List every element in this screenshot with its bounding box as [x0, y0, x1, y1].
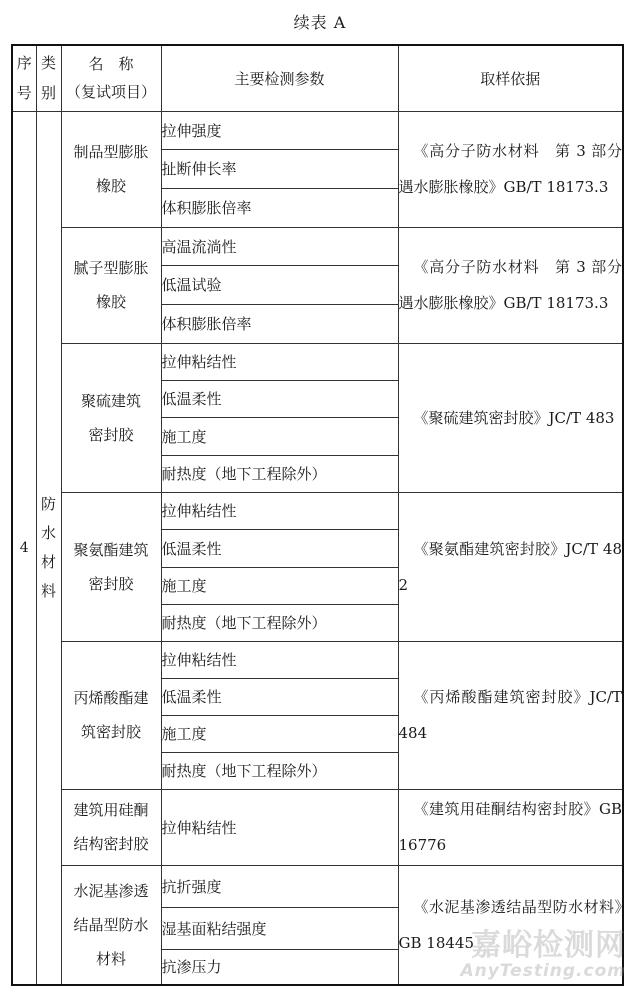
param-cell: 体积膨胀倍率: [161, 304, 398, 343]
item-name-cell: 聚硫建筑 密封胶: [61, 343, 161, 492]
param-cell: 施工度: [161, 715, 398, 752]
sampling-basis-cell: 《丙烯酸酯建筑密封胶》JC/T 484: [398, 641, 623, 789]
param-cell: 扯断伸长率: [161, 149, 398, 188]
header-sampling-basis: 取样依据: [398, 45, 623, 111]
param-cell: 湿基面粘结强度: [161, 907, 398, 949]
category-cell: 防 水 材 料: [36, 111, 61, 985]
param-cell: 低温柔性: [161, 678, 398, 715]
param-cell: 拉伸粘结性: [161, 641, 398, 678]
table-row: [12, 492, 623, 529]
table-row: [12, 227, 623, 265]
header-category: 类 别: [36, 45, 61, 111]
param-cell: 抗渗压力: [161, 949, 398, 985]
item-name-cell: 腻子型膨胀 橡胶: [61, 227, 161, 343]
param-cell: 拉伸粘结性: [161, 789, 398, 865]
param-cell: 施工度: [161, 567, 398, 604]
sampling-basis-cell: 《高分子防水材料 第 3 部分 遇水膨胀橡胶》GB/T 18173.3: [398, 227, 623, 343]
table-row: [12, 789, 623, 865]
param-cell: 耐热度（地下工程除外）: [161, 455, 398, 492]
param-cell: 施工度: [161, 417, 398, 455]
param-cell: 低温柔性: [161, 380, 398, 417]
param-cell: 拉伸粘结性: [161, 492, 398, 529]
header-serial-number: 序 号: [12, 45, 36, 111]
table-row: [12, 865, 623, 907]
param-cell: 低温柔性: [161, 529, 398, 567]
item-name-cell: 丙烯酸酯建 筑密封胶: [61, 641, 161, 789]
param-cell: 体积膨胀倍率: [161, 188, 398, 227]
param-cell: 耐热度（地下工程除外）: [161, 604, 398, 641]
param-cell: 高温流淌性: [161, 227, 398, 265]
watermark-cn: 嘉峪检测网: [471, 928, 626, 963]
sampling-basis-cell: 《聚硫建筑密封胶》JC/T 483: [398, 343, 623, 492]
item-name-cell: 建筑用硅酮 结构密封胶: [61, 789, 161, 865]
sampling-basis-cell: 《水泥基渗透结晶型防水材料》GB 18445: [398, 865, 623, 985]
table-row: [12, 343, 623, 380]
param-cell: 拉伸粘结性: [161, 343, 398, 380]
sampling-basis-cell: 《高分子防水材料 第 3 部分 遇水膨胀橡胶》GB/T 18173.3: [398, 111, 623, 227]
item-name-cell: 水泥基渗透 结晶型防水 材料: [61, 865, 161, 985]
serial-number-cell: 4: [12, 111, 36, 985]
header-name: 名 称 （复试项目）: [61, 45, 161, 111]
item-name-cell: 制品型膨胀 橡胶: [61, 111, 161, 227]
watermark-en: AnyTesting.com: [460, 961, 626, 981]
table-row: [12, 641, 623, 678]
table-header-row: [12, 45, 623, 111]
test-parameters-table: [11, 44, 638, 986]
sampling-basis-cell: 《聚氨酯建筑密封胶》JC/T 482: [398, 492, 623, 641]
param-cell: 低温试验: [161, 265, 398, 304]
table-row: [12, 111, 623, 149]
sampling-basis-cell: 《建筑用硅酮结构密封胶》GB 16776: [398, 789, 623, 865]
header-main-test-parameters: 主要检测参数: [161, 45, 398, 111]
param-cell: 耐热度（地下工程除外）: [161, 752, 398, 789]
param-cell: 抗折强度: [161, 865, 398, 907]
table-title: 续表 A: [293, 13, 347, 32]
param-cell: 拉伸强度: [161, 111, 398, 149]
item-name-cell: 聚氨酯建筑 密封胶: [61, 492, 161, 641]
